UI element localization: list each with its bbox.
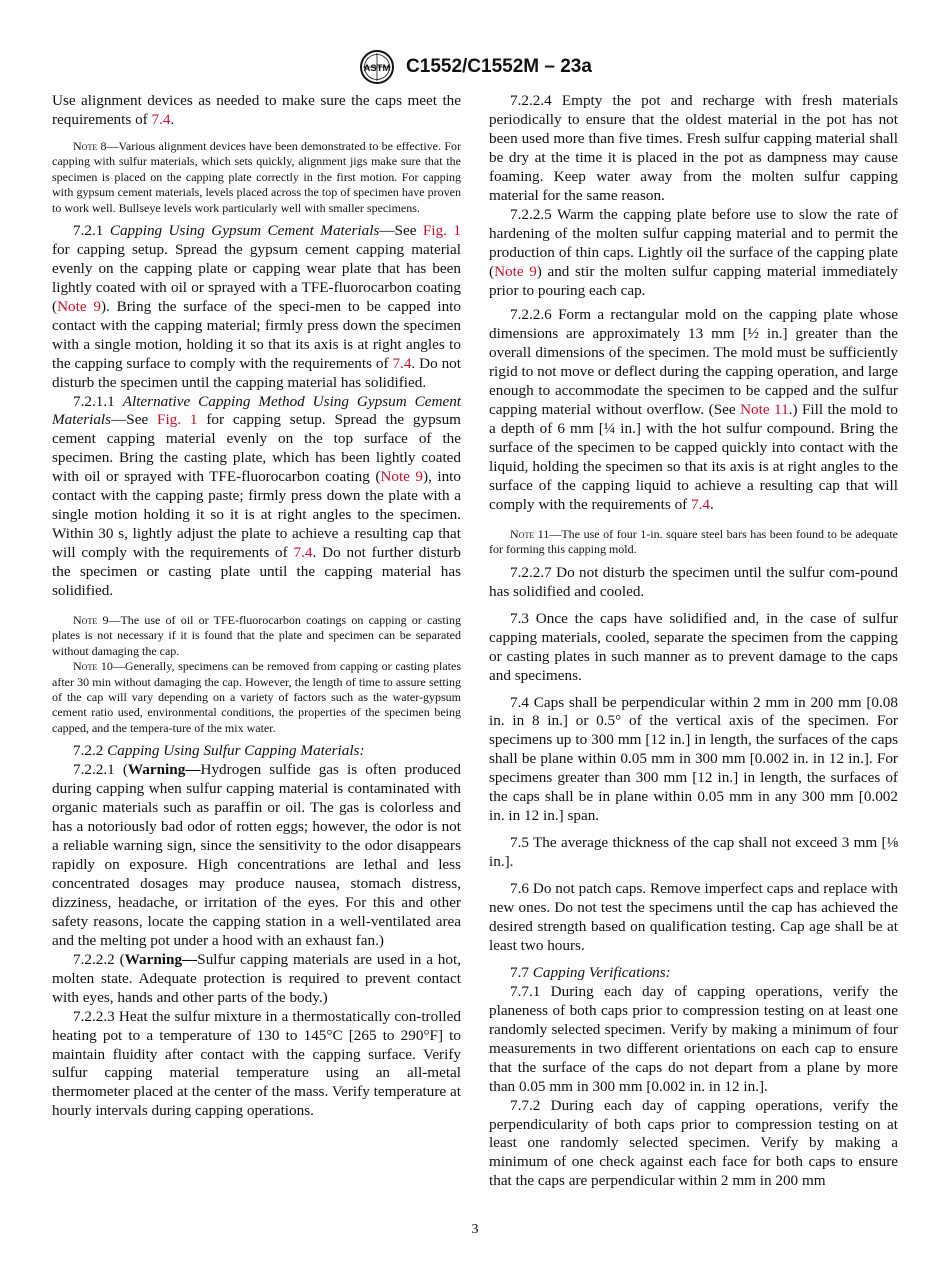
section-7-2-1-1: 7.2.1.1 Alternative Capping Method Using Gypsum Cement Materials—See Fig. 1 for capping setup. Spread the gypsum cement capping material evenly on the top surface of the specimen. Bring the casting plate, which has been lightly coated with oil or sprayed with TFE-fluorocarbon coating (Note 9), into contact with the capping paste; firmly press down the plate with a single motion holding it so it is at right angles to the specimen. Within 30 s, lightly adjust the plate to achieve a resulting cap that will comply with the requirements of 7.4. Do not further disturb the specimen or casting plate until the capping material has solidified. — [52, 392, 462, 600]
section-7-2-2: 7.2.2 Capping Using Sulfur Capping Materials: — [73, 742, 365, 760]
section-7-7-2: 7.7.2 During each day of capping operations, verify the perpendicularity of both caps prior to compression testing on at least one randomly selected specimen. Verify by making a minimum of one check against each face for both caps to ensure that the caps are perpendicular within 2 mm in 200 mm — [489, 1096, 898, 1190]
paragraph-alignment: Use alignment devices as needed to make sure the caps meet the requirements of 7.4. — [52, 92, 461, 128]
section-7-2-2-1: 7.2.2.1 (Warning—Hydrogen sulfide gas is often produced during capping when sulfur capping material is contaminated with organic materials such as paraffin or oil. The gas is colorless and has a notoriously bad odor of rotten eggs; however, the odor is not a reliable warning sign, since the sensitivity to the odor disappears rapidly on exposure. High concentrations are lethal and less concentrated dosages may produce nausea, stomach distress, dizziness, headache, or irritation of the eyes. For this and other safety reasons, locate the capping station in a well-ventilated area and the melting pot under a hood with an exhaust fan.) — [52, 761, 461, 949]
section-7-2-2-5: 7.2.2.5 Warm the capping plate before use to slow the rate of hardening of the molten sulfur capping material and to permit the production of thin caps. Lightly oil the surface of the capping plate (Note 9) and stir the molten sulfur capping material immediately prior to pouring each cap. — [489, 205, 898, 299]
section-7-2-1: 7.2.1 Capping Using Gypsum Cement Materials—See Fig. 1 for capping setup. Spread the gypsum cement capping material evenly on the capping plate or capping wear plate that has been lightly coated with oil or sprayed with a TFE-fluorocarbon coating (Note 9). Bring the surface of the speci-men to be capped into contact with the capping material; firmly press down the specimen with a single motion, holding it so that its axis is at right angles to the capping surface to comply with the requirements of 7.4. Do not disturb the specimen until the capping material has solidified. — [52, 221, 461, 391]
section-7-2-2-7: 7.2.2.7 Do not disturb the specimen until the sulfur com-pound has solidified and cooled. — [489, 563, 898, 600]
section-7-2-2-6: 7.2.2.6 Form a rectangular mold on the capping plate whose dimensions are approximately 13 mm [½ in.] greater than the overall dimensions of the specimen. The mold must be sufficiently rigid to not move or deflect during the capping operation, and large enough to accommodate the specimen to be capped and the sulfur capping material without overflow. (See Note 11.) Fill the mold to a depth of 6 mm [¼ in.] with the hot sulfur compound. Bring the surface of the specimen to be capped quickly into contact with the liquid, holding the specimen so that its axis is at right angles to the surface of the capping liquid to achieve a resulting cap that will comply with the requirements of 7.4. — [489, 306, 898, 514]
section-7-5: 7.5 The average thickness of the cap shall not exceed 3 mm [⅛ in.]. — [489, 834, 898, 871]
section-7-4: 7.4 Caps shall be perpendicular within 2 mm in 200 mm [0.08 in. in 8 in.] or 0.5° of the vertical axis of the specimen. For specimens up to 300 mm [12 in.] in length, the surfaces of the caps shall be plane within 0.05 mm in 300 mm [0.002 in. in 12 in.]. For specimens greater than 300 mm [12 in.] in length, the surfaces of the caps shall be in plane within 0.05 mm in any 300 mm [0.002 in. in 12 in.] span. — [489, 693, 898, 825]
page-number: 3 — [471, 1222, 479, 1237]
link-note-9[interactable]: Note 9 — [57, 297, 101, 315]
section-7-2-2-3: 7.2.2.3 Heat the sulfur mixture in a thermostatically con-trolled heating pot to a temperature of 130 to 145°C [265 to 290°F] to maintain fluidity after contact with the capping surface. Verify sulfur capping material temperature using an all-metal thermometer placed at the center of the mass. Verify temperature at hourly intervals during capping operations. — [52, 1007, 461, 1120]
link-7-4[interactable]: 7.4 — [151, 110, 171, 128]
link-note-11[interactable]: Note 11 — [740, 401, 789, 419]
section-7-7-1: 7.7.1 During each day of capping operations, verify the planeness of both caps prior to compression testing on at least one randomly selected specimen. Verify by making a minimum of four measurements in two different orientations on each cap to ensure that the surface of the caps do not depart from a plane by more than 0.05 mm in 300 mm [0.002 in. in 12 in.]. — [489, 982, 898, 1095]
link-fig-1[interactable]: Fig. 1 — [422, 221, 461, 239]
astm-logo — [358, 48, 396, 86]
note-10: Note 10—Generally, specimens can be removed from capping or casting plates after 30 min without damaging the cap. However, the length of time to assure setting of the cap will vary depending on a variety of factors such as the water-gypsum cement ratio used, environmental conditions, the properties of the specimen being capped, and the tempera-ture of the mix water. — [52, 659, 461, 735]
note-8: Note 8—Various alignment devices have been demonstrated to be effective. For capping with sulfur materials, which sets quickly, alignment jigs make sure that the specimen is placed on the capping plate correctly in the first motion. For capping with gypsum cement materials, levels placed across the top of specimen have proven to work well. Bullseye levels work particularly well with smaller specimens. — [52, 138, 461, 215]
right-column — [489, 92, 898, 1191]
svg-text:ASTM: ASTM — [363, 63, 391, 74]
section-7-7: 7.7 Capping Verifications: — [510, 963, 671, 981]
link-7-4[interactable]: 7.4 — [691, 496, 711, 514]
link-7-4[interactable]: 7.4 — [293, 544, 313, 562]
link-fig-1[interactable]: Fig. 1 — [157, 411, 198, 429]
section-7-2-2-2: 7.2.2.2 (Warning—Sulfur capping materials are used in a hot, molten state. Adequate protection is required to prevent contact with eyes, hands and other parts of the body.) — [52, 950, 461, 1006]
link-7-4[interactable]: 7.4 — [392, 354, 412, 372]
left-column — [52, 92, 461, 1121]
link-note-9[interactable]: Note 9 — [380, 468, 424, 486]
page-header — [0, 48, 950, 88]
section-7-6: 7.6 Do not patch caps. Remove imperfect caps and replace with new ones. Do not test the specimens until the cap has achieved the desired strength based on qualification testing. Cap age shall be at least two hours. — [489, 880, 898, 954]
link-note-9[interactable]: Note 9 — [494, 262, 537, 280]
note-11: Note 11—The use of four 1-in. square steel bars has been found to be adequate for forming this capping mold. — [489, 526, 898, 557]
section-7-3: 7.3 Once the caps have solidified and, in the case of sulfur capping materials, cooled, separate the specimen from the capping or casting plates in such manner as to prevent damage to the caps and specimens. — [489, 609, 898, 684]
standard-designation: C1552/C1552M – 23a — [406, 56, 592, 77]
section-7-2-2-4: 7.2.2.4 Empty the pot and recharge with fresh materials periodically to ensure that the oldest material in the pot has not been used more than five times. Fresh sulfur capping material shall be dry at the time it is placed in the pot as dampness may cause foaming. Keep water away from the molten sulfur capping material for the same reason. — [489, 92, 898, 204]
note-9: Note 9—The use of oil or TFE-fluorocarbon coatings on capping or casting plates is not necessary if it is found that the plate and specimen can be separated without damaging the cap. — [52, 613, 461, 658]
